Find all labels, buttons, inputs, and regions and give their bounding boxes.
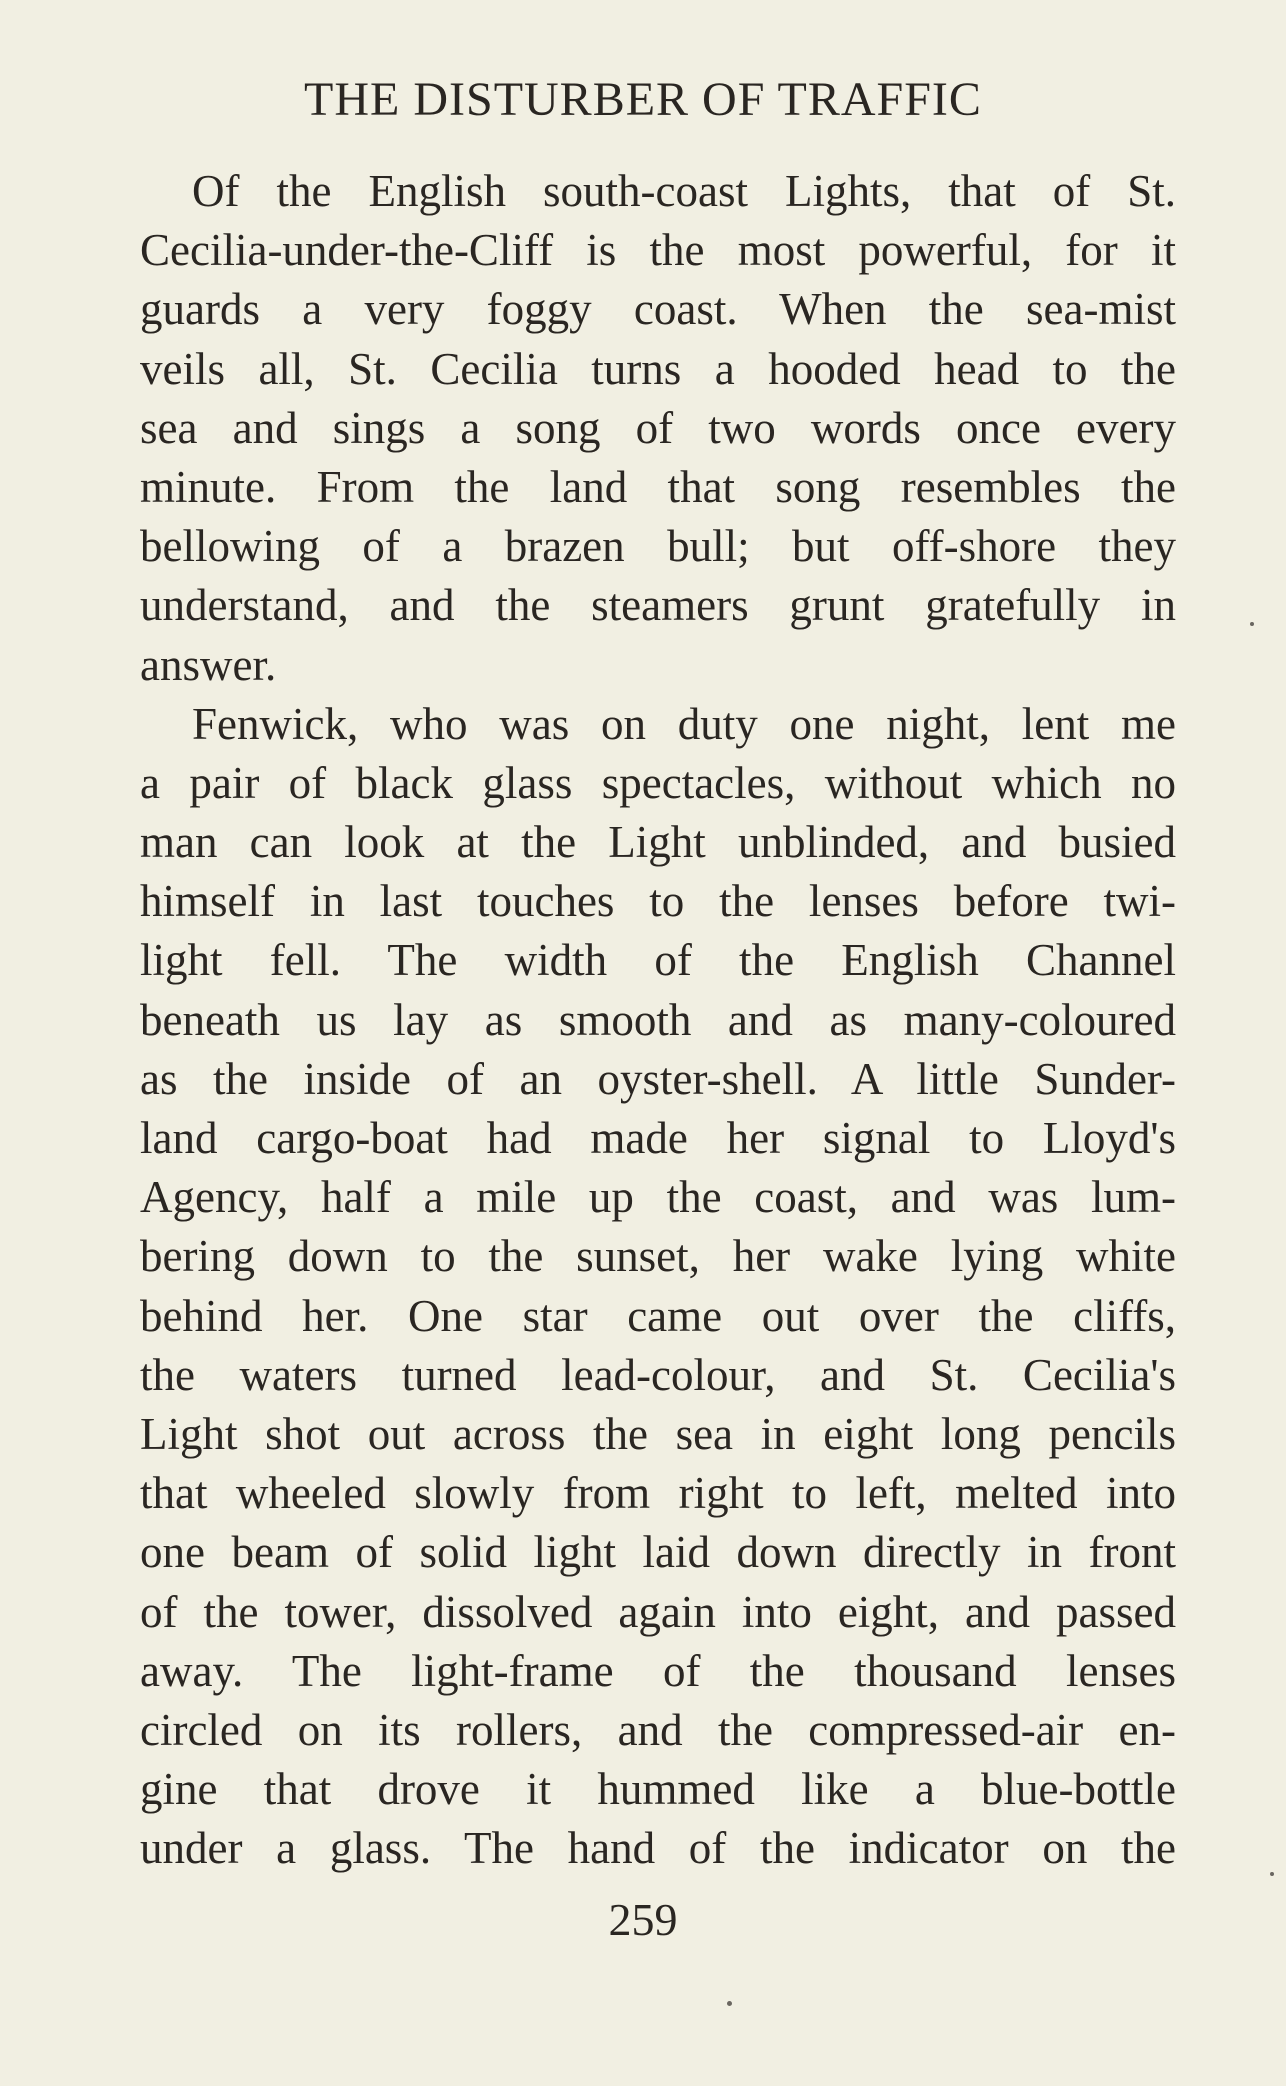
text-line: one beam of solid light laid down directly in front [140,1527,1176,1578]
text-line: away. The light-frame of the thousand lenses [140,1645,1176,1696]
text-line: light fell. The width of the English Channel [140,935,1176,986]
text-line: Light shot out across the sea in eight long pencils [140,1408,1176,1459]
text-line: behind her. One star came out over the cliffs, [140,1290,1176,1341]
text-line: bering down to the sunset, her wake lying white [140,1231,1176,1282]
paper-speck [1250,622,1254,626]
text-line: himself in last touches to the lenses before twi- [140,876,1176,927]
text-line: under a glass. The hand of the indicator on the [140,1823,1176,1874]
text-line: answer. [140,639,277,690]
text-line: of the tower, dissolved again into eight, and passed [140,1586,1176,1637]
text-line: sea and sings a song of two words once every [140,402,1176,453]
text-line: circled on its rollers, and the compressed-air en- [140,1704,1176,1755]
text-line: the waters turned lead-colour, and St. Cecilia's [140,1349,1176,1400]
body-text [140,162,1176,1878]
text-line: gine that drove it hummed like a blue-bottle [140,1764,1176,1815]
text-line: bellowing of a brazen bull; but off-shore they [140,521,1176,572]
text-line: understand, and the steamers grunt gratefully in [140,580,1176,631]
text-line: Cecilia-under-the-Cliff is the most powerful, for it [140,225,1176,276]
text-line: as the inside of an oyster-shell. A little Sunder- [140,1053,1176,1104]
text-line: Fenwick, who was on duty one night, lent me [192,698,1176,749]
text-line: beneath us lay as smooth and as many-coloured [140,994,1176,1045]
text-line: a pair of black glass spectacles, without which no [140,757,1176,808]
text-line: Of the English south-coast Lights, that of St. [192,166,1176,216]
text-line: veils all, St. Cecilia turns a hooded head to the [140,343,1176,394]
text-line: minute. From the land that song resembles the [140,461,1176,512]
text-line: that wheeled slowly from right to left, melted into [140,1468,1176,1519]
text-line: land cargo-boat had made her signal to Lloyd's [140,1113,1176,1163]
paper-speck [727,2001,732,2006]
page-number: 259 [608,1894,678,1945]
paper-speck [1270,1872,1274,1876]
text-line: man can look at the Light unblinded, and busied [140,817,1176,868]
text-line: Agency, half a mile up the coast, and was lum- [140,1172,1176,1223]
text-line: guards a very foggy coast. When the sea-mist [140,284,1176,335]
running-head: THE DISTURBER OF TRAFFIC [304,73,982,126]
